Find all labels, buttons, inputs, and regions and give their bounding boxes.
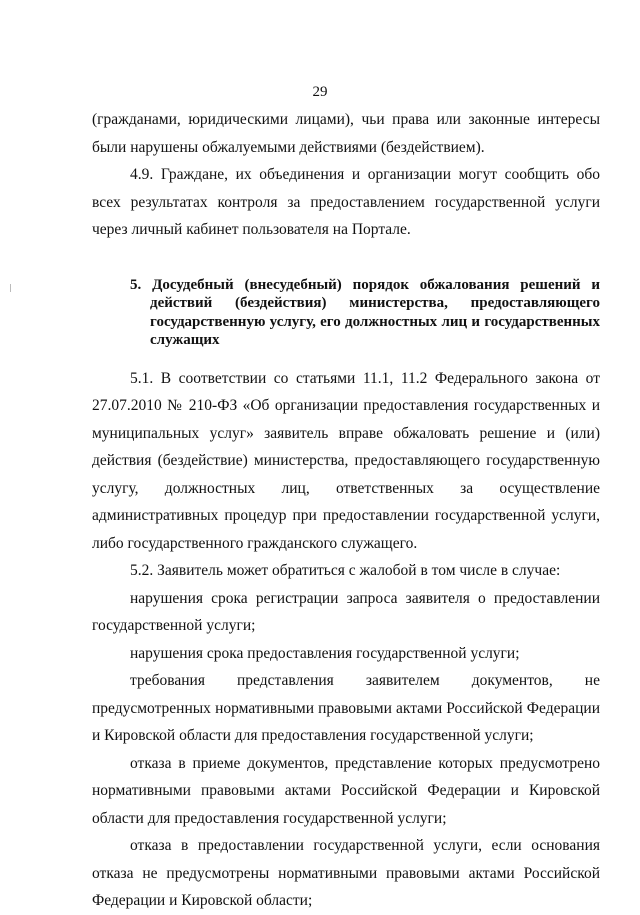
document-body — [92, 106, 600, 915]
paragraph-continuation: (гражданами, юридическими лицами), чьи права или законные интересы были нарушены обжалуемыми действиями (бездействием). — [92, 111, 600, 156]
scan-artifact — [10, 284, 11, 292]
page-number: 29 — [312, 84, 328, 100]
paragraph-5-2: 5.2. Заявитель может обратиться с жалобой в том числе в случае: — [130, 562, 561, 579]
list-item: отказа в приеме документов, представление которых предусмотрено нормативными правовыми актами Российской Федерации и Кировской области для предоставления государственной услуги; — [92, 754, 600, 827]
list-item: нарушения срока предоставления государственной услуги; — [130, 644, 520, 662]
list-item: отказа в предоставлении государственной услуги, если основания отказа не предусмотрены нормативными правовыми актами Российской Федерации и Кировской области; — [92, 837, 600, 909]
list-item: нарушения срока регистрации запроса заявителя о предоставлении государственной услуги; — [92, 589, 600, 634]
paragraph-4-9: 4.9. Граждане, их объединения и организации могут сообщить обо всех результатах контроля за предоставлением государственной услуги через личный кабинет пользователя на Портале. — [92, 166, 600, 238]
list-item: требования представления заявителем документов, не предусмотренных нормативными правовыми актами Российской Федерации и Кировской области для предоставления государственной услуги; — [92, 672, 600, 744]
paragraph-5-1: 5.1. В соответствии со статьями 11.1, 11.2 Федерального закона от 27.07.2010 № 210-ФЗ «Об организации предоставления государственных и муниципальных услуг» заявитель вправе обжаловать решение и (или) действия (бездействие) министерства, предоставляющего государственную услугу, должностных лиц, ответственных за осуществление административных процедур при предоставлении государственной услуги, либо государственного гражданского служащего. — [92, 369, 600, 552]
section-heading: 5. Досудебный (внесудебный) порядок обжалования решений и действий (бездействия) министерства, предоставляющего государственную услугу, его должностных лиц и государственных служащих — [130, 276, 600, 348]
